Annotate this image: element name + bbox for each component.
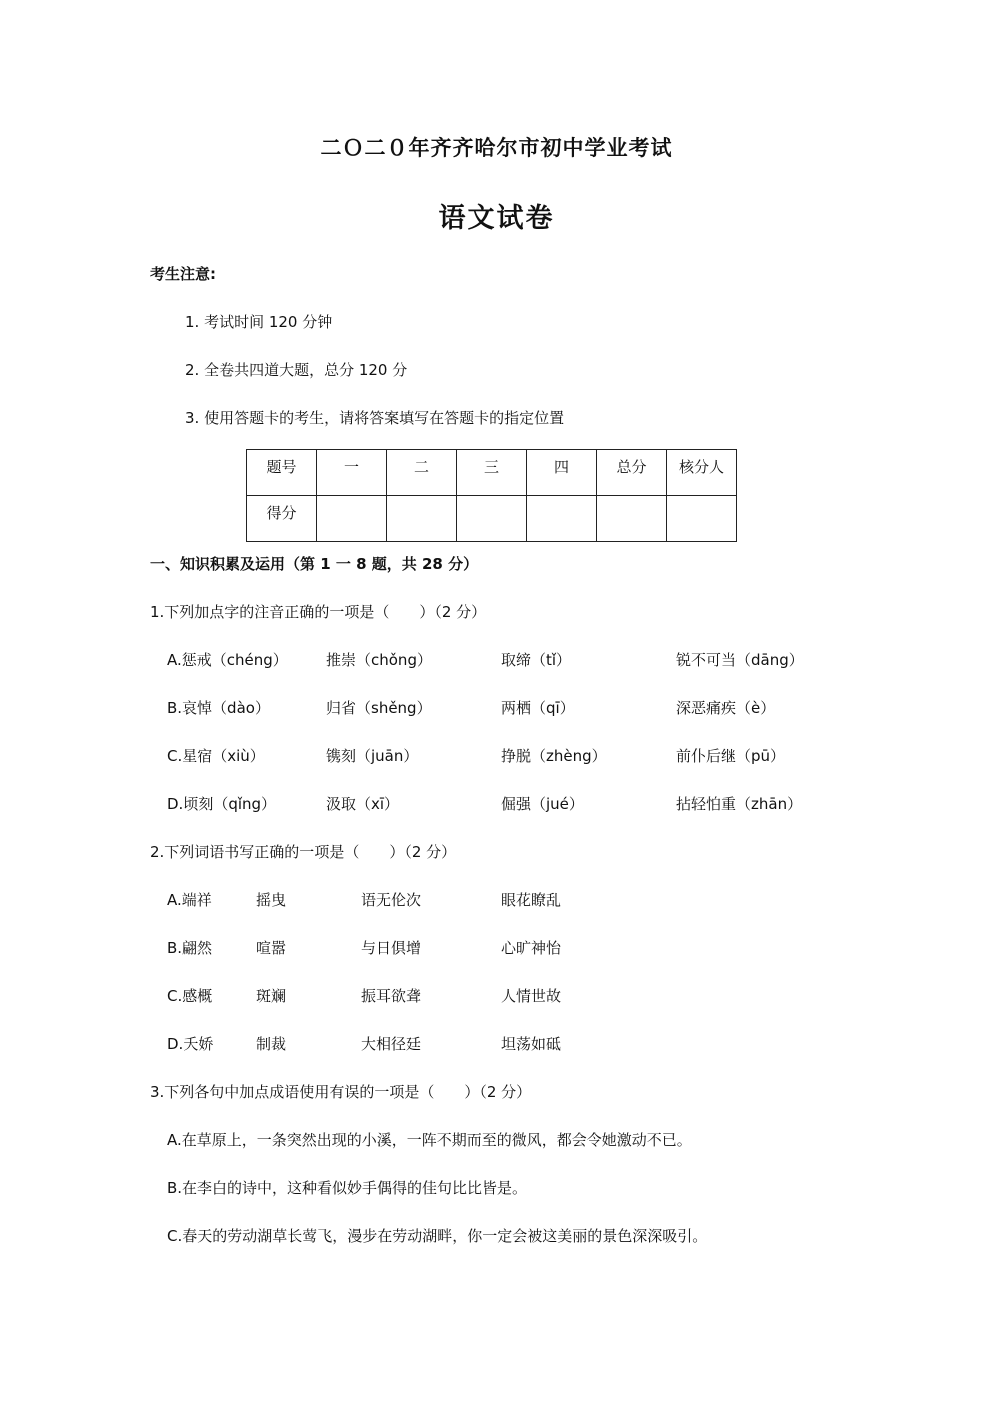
option-item: 倔强（jué） bbox=[501, 795, 584, 813]
table-cell: 总分 bbox=[597, 450, 667, 496]
question-stem: 3.下列各句中加点成语使用有误的一项是（ ）（2 分） bbox=[150, 1083, 532, 1101]
option-item: 坦荡如砥 bbox=[501, 1035, 562, 1053]
table-cell: 四 bbox=[527, 450, 597, 496]
table-cell: 三 bbox=[457, 450, 527, 496]
option-item: 前仆后继（pū） bbox=[676, 747, 786, 765]
notice-item: 1. 考试时间 120 分钟 bbox=[185, 313, 333, 331]
option-item: 眼花瞭乱 bbox=[501, 891, 562, 909]
option-item: 与日俱增 bbox=[361, 939, 422, 957]
notice-item: 3. 使用答题卡的考生，请将答案填写在答题卡的指定位置 bbox=[185, 409, 565, 427]
option-item: 大相径廷 bbox=[361, 1035, 422, 1053]
option-item: 振耳欲聋 bbox=[361, 987, 422, 1005]
option-item: 锐不可当（dāng） bbox=[676, 651, 804, 669]
section-heading: 一、知识积累及运用（第 1 一 8 题，共 28 分） bbox=[150, 555, 479, 573]
table-cell: 一 bbox=[317, 450, 387, 496]
option-item: B.翩然 bbox=[167, 939, 213, 957]
table-cell: 题号 bbox=[247, 450, 317, 496]
option-item: 喧嚣 bbox=[256, 939, 287, 957]
option-item: C.感概 bbox=[167, 987, 213, 1005]
notice-heading: 考生注意: bbox=[150, 265, 216, 283]
table-cell: 核分人 bbox=[667, 450, 737, 496]
option-item: 镌刻（juān） bbox=[326, 747, 419, 765]
option-item: 人情世故 bbox=[501, 987, 562, 1005]
option-item: 斑斓 bbox=[256, 987, 287, 1005]
score-table-header-row bbox=[247, 450, 737, 496]
option-item: 深恶痛疾（è） bbox=[676, 699, 776, 717]
option-item: A.惩戒（chéng） bbox=[167, 651, 288, 669]
option-item: 挣脱（zhèng） bbox=[501, 747, 607, 765]
option-item: B.哀悼（dào） bbox=[167, 699, 270, 717]
score-cell bbox=[667, 496, 737, 542]
option-item: 归省（shěng） bbox=[326, 699, 432, 717]
option-item: 取缔（tǐ） bbox=[501, 651, 572, 669]
score-cell bbox=[317, 496, 387, 542]
table-cell: 二 bbox=[387, 450, 457, 496]
exam-subtitle: 语文试卷 bbox=[438, 203, 555, 234]
option-item: C.春天的劳动湖草长莺飞，漫步在劳动湖畔，你一定会被这美丽的景色深深吸引。 bbox=[167, 1227, 708, 1245]
table-cell: 得分 bbox=[247, 496, 317, 542]
score-cell bbox=[527, 496, 597, 542]
option-item: 两栖（qī） bbox=[501, 699, 575, 717]
score-table-score-row bbox=[247, 496, 737, 542]
score-table bbox=[246, 449, 737, 542]
option-item: A.端祥 bbox=[167, 891, 212, 909]
option-item: 心旷神怡 bbox=[501, 939, 562, 957]
option-item: A.在草原上，一条突然出现的小溪，一阵不期而至的微风，都会令她激动不已。 bbox=[167, 1131, 692, 1149]
score-cell bbox=[387, 496, 457, 542]
option-item: 摇曳 bbox=[256, 891, 287, 909]
option-item: C.星宿（xiù） bbox=[167, 747, 265, 765]
option-item: D.夭娇 bbox=[167, 1035, 214, 1053]
option-item: 推崇（chǒng） bbox=[326, 651, 432, 669]
option-item: 制裁 bbox=[256, 1035, 287, 1053]
notice-item: 2. 全卷共四道大题，总分 120 分 bbox=[185, 361, 408, 379]
score-cell bbox=[597, 496, 667, 542]
question-stem: 1.下列加点字的注音正确的一项是（ ）（2 分） bbox=[150, 603, 487, 621]
option-item: 语无伦次 bbox=[361, 891, 422, 909]
question-stem: 2.下列词语书写正确的一项是（ ）（2 分） bbox=[150, 843, 457, 861]
exam-title: 二Ｏ二０年齐齐哈尔市初中学业考试 bbox=[320, 136, 673, 160]
option-item: 汲取（xī） bbox=[326, 795, 400, 813]
option-item: 拈轻怕重（zhān） bbox=[676, 795, 803, 813]
option-item: D.顷刻（qǐng） bbox=[167, 795, 277, 813]
score-cell bbox=[457, 496, 527, 542]
option-item: B.在李白的诗中，这种看似妙手偶得的佳句比比皆是。 bbox=[167, 1179, 528, 1197]
